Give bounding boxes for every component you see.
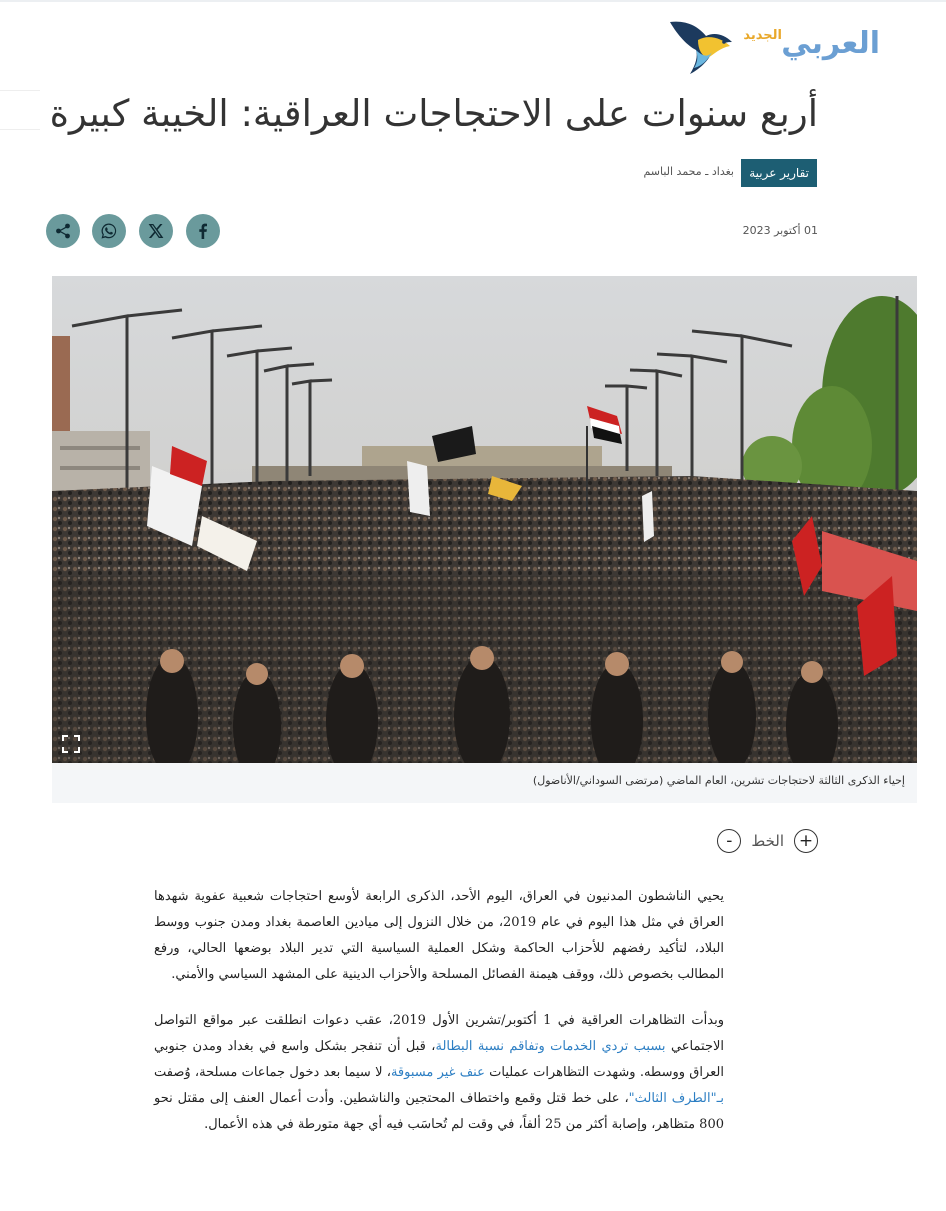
- image-caption: إحياء الذكرى الثالثة لاحتجاجات تشرين، العام الماضي (مرتضى السوداني/الأناضول): [532, 774, 905, 787]
- hero-image[interactable]: [52, 276, 917, 763]
- x-icon: [148, 223, 164, 239]
- publish-date: 01 أكتوبر 2023: [742, 224, 818, 237]
- expand-icon[interactable]: [60, 733, 82, 755]
- paragraph-2-text-c: ، لا سيما بعد دخول جماعات مسلحة، وُصفت: [154, 1065, 391, 1080]
- bird-logo-icon: [668, 16, 738, 78]
- paragraph-1: يحيي الناشطون المدنيون في العراق، اليوم الأحد، الذكرى الرابعة لأوسع احتجاجات شعبية عفوية شهدها العراق في مثل هذا اليوم في عام 2019، من خلال النزول إلى ميادين العاصمة بغداد ومدن جنوب ووسط البلاد، لتأكيد رفضهم للأحزاب الحاكمة وشكل العملية السياسية التي تدير البلاد بوضعها الحالي، ورفع المطالب بخصوص ذلك، ووقف هيمنة الفصائل المسلحة والأحزاب الدينية على المشهد السياسي والأمني.: [154, 889, 725, 982]
- share-x-button[interactable]: [139, 214, 173, 248]
- byline: بغداد ـ محمد الباسم: [643, 165, 734, 178]
- page-title: أربع سنوات على الاحتجاجات العراقية: الخيبة كبيرة: [49, 92, 818, 135]
- logo-wordmark: العربي: [781, 26, 880, 61]
- caption-bar: [52, 763, 917, 803]
- paragraph-2: [154, 1008, 724, 1138]
- font-decrease-button[interactable]: -: [717, 829, 741, 853]
- link-services-unemployment[interactable]: بسبب تردي الخدمات وتفاقم نسبة البطالة: [435, 1039, 666, 1054]
- paragraph-2-text-a: وبدأت التظاهرات العراقية في 1 أكتوبر/تشرين الأول 2019، عقب دعوات انطلقت عبر مواقع التواصل الاجتماعي: [154, 1013, 725, 1054]
- site-logo[interactable]: [668, 16, 880, 78]
- protest-photo: [52, 276, 917, 763]
- paragraph-2-text-b: ، قبل أن تنفجر بشكل واسع في بغداد ومدن جنوبي العراق ووسطه. وشهدت التظاهرات عمليات: [154, 1039, 725, 1080]
- top-border: [0, 0, 946, 2]
- link-third-party[interactable]: بـ"الطرف الثالث": [628, 1091, 725, 1106]
- paragraph-2-text-d: ، على خط قتل وقمع واختطاف المحتجين والناشطين. وأدت أعمال العنف إلى مقتل نحو 800 متظاهر، وإصابة أكثر من 25 ألفاً، في وقت لم تُحاسَب فيه أي جهة متورطة في هذه الأعمال.: [154, 1091, 724, 1132]
- link-unprecedented-violence[interactable]: عنف غير مسبوقة: [390, 1065, 485, 1080]
- share-whatsapp-button[interactable]: [92, 214, 126, 248]
- logo-subtitle: الجديد: [743, 28, 782, 43]
- article-body: [154, 884, 724, 1158]
- font-size-control: [717, 828, 818, 854]
- share-icon: [55, 223, 71, 239]
- share-more-button[interactable]: [46, 214, 80, 248]
- facebook-icon: [195, 223, 211, 239]
- side-menu-stub: [0, 90, 40, 130]
- category-tag[interactable]: تقارير عربية: [741, 159, 817, 187]
- font-label: الخط: [751, 832, 784, 850]
- share-facebook-button[interactable]: [186, 214, 220, 248]
- font-increase-button[interactable]: +: [794, 829, 818, 853]
- whatsapp-icon: [101, 223, 117, 239]
